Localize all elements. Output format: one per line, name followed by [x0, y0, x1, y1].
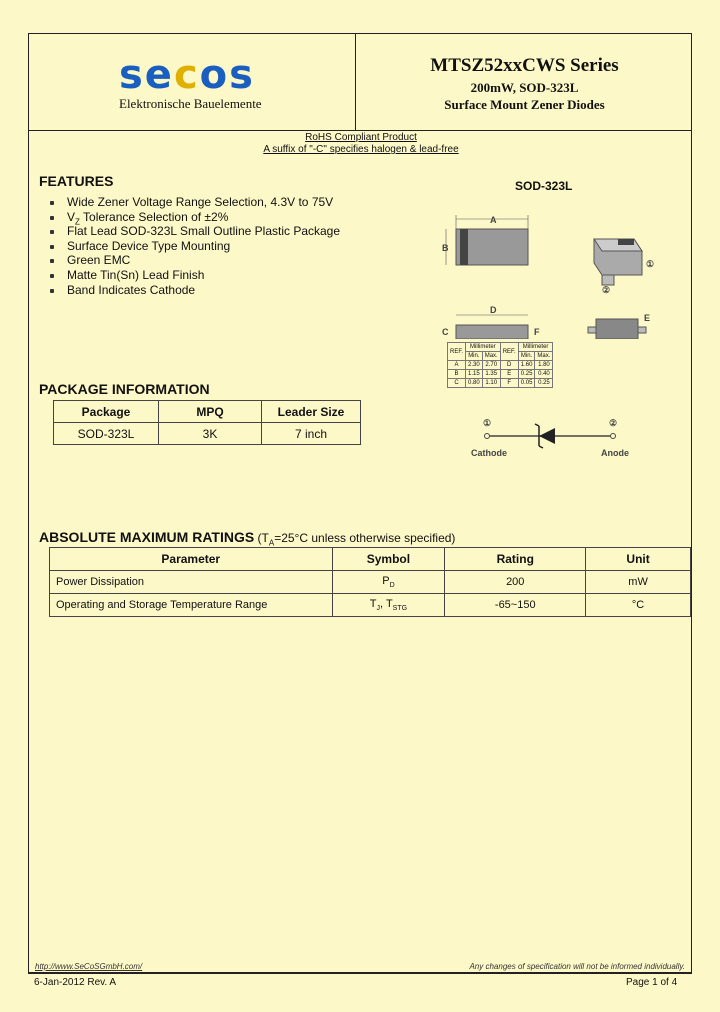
ratings-header-parameter: Parameter — [50, 548, 333, 571]
dim-min-header: Min. — [466, 352, 483, 361]
svg-text:Cathode: Cathode — [471, 448, 507, 458]
table-row: A 2.30 2.70 D 1.60 1.80 — [448, 361, 553, 370]
svg-text:Anode: Anode — [601, 448, 629, 458]
table-row: B 1.15 1.35 E 0.25 0.40 — [448, 370, 553, 379]
footer-page: Page 1 of 4 — [626, 977, 678, 988]
logo-subtitle: Elektronische Bauelemente — [119, 96, 262, 111]
table-row: SOD-323L 3K 7 inch — [54, 423, 361, 445]
dim-mm-header: Millimeter — [518, 343, 553, 352]
svg-text:A: A — [490, 215, 497, 225]
pkg-header-package: Package — [54, 401, 159, 423]
dim-max-header: Max. — [482, 352, 500, 361]
pkg-header-leader: Leader Size — [262, 401, 361, 423]
diode-symbol — [459, 414, 639, 464]
svg-text:F: F — [534, 327, 540, 337]
rohs-line-1: RoHS Compliant Product — [305, 132, 417, 143]
footer-note: Any changes of specification will not be informed individually. — [469, 962, 685, 971]
ratings-heading: ABSOLUTE MAXIMUM RATINGS ($T_A=25^\circ C$ unless otherwise specified) — [39, 529, 456, 548]
svg-text:①: ① — [646, 259, 654, 269]
page-subtitle-2: Surface Mount Zener Diodes — [444, 97, 605, 112]
ratings-table — [49, 547, 691, 617]
ratings-header-rating: Rating — [445, 548, 586, 571]
list-item: Flat Lead SOD-323L Small Outline Plastic Package — [47, 224, 340, 239]
list-item: $V_Z$ Tolerance Selection of ±2% — [47, 210, 340, 225]
page-subtitle-1: 200mW, SOD-323L — [470, 80, 579, 95]
svg-text:②: ② — [602, 285, 611, 295]
list-item: Band Indicates Cathode — [47, 283, 340, 298]
dim-ref-header: REF. — [500, 343, 518, 361]
list-item: Surface Device Type Mounting — [47, 239, 340, 254]
logo-area — [29, 34, 355, 130]
page-title: MTSZ52xxCWS Series — [430, 55, 619, 76]
list-item: Wide Zener Voltage Range Selection, 4.3V to 75V — [47, 195, 340, 210]
table-row: C 0.80 1.10 F 0.05 0.25 — [448, 379, 553, 388]
features-list — [47, 195, 340, 297]
svg-text:②: ② — [609, 418, 618, 428]
svg-text:D: D — [490, 305, 497, 315]
page-frame — [28, 33, 692, 974]
package-drawing-title: SOD-323L — [515, 179, 573, 193]
svg-text:①: ① — [483, 418, 492, 428]
rohs-line-2: A suffix of "-C" specifies halogen & lead-free — [263, 144, 459, 155]
svg-text:E: E — [644, 313, 651, 323]
title-area — [356, 34, 693, 130]
dim-ref-header: REF. — [448, 343, 466, 361]
dim-max-header: Max. — [535, 352, 553, 361]
svg-text:B: B — [442, 243, 449, 253]
dim-mm-header: Millimeter — [466, 343, 501, 352]
ratings-header-symbol: Symbol — [332, 548, 445, 571]
ratings-header-unit: Unit — [586, 548, 691, 571]
footer-date: 6-Jan-2012 Rev. A — [34, 977, 117, 988]
secos-logo: secos — [119, 52, 255, 98]
package-info-table — [53, 400, 361, 445]
footer-url[interactable]: http://www.SeCoSGmbH.com/ — [35, 962, 143, 971]
header-divider — [29, 130, 691, 131]
rohs-notice — [29, 132, 693, 156]
list-item: Green EMC — [47, 253, 340, 268]
features-heading: FEATURES — [39, 173, 114, 189]
pkg-header-mpq: MPQ — [159, 401, 262, 423]
package-outline-drawing — [434, 209, 654, 339]
footer-divider — [29, 972, 691, 973]
list-item: Matte Tin(Sn) Lead Finish — [47, 268, 340, 283]
dimensions-table — [447, 342, 553, 388]
svg-text:C: C — [442, 327, 449, 337]
package-info-heading: PACKAGE INFORMATION — [39, 381, 210, 397]
dim-min-header: Min. — [518, 352, 535, 361]
table-row: Power Dissipation $P_D$ 200 mW — [50, 571, 691, 594]
table-row: Operating and Storage Temperature Range $T_J$, $T_{STG}$ -65~150 °C — [50, 594, 691, 617]
